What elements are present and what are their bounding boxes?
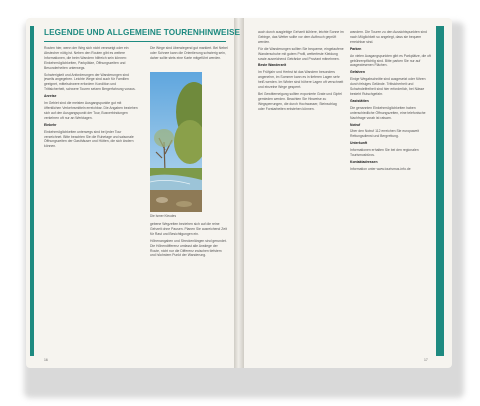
left-column-2-bottom xyxy=(150,222,228,354)
paragraph: An vielen Ausgangspunkten gibt es Parkplätze, die oft gebührenpflichtig sind. Bitte parken Sie nur auf ausgewiesenen Flächen. xyxy=(350,53,431,68)
paragraph: Informationen erhalten Sie bei den regionalen Tourismusbüros. xyxy=(350,148,419,158)
book-spine xyxy=(234,18,244,368)
photo-caption: Die Ismer Kleudes xyxy=(150,214,177,218)
right-column-2 xyxy=(350,30,432,354)
subheading: Anreise xyxy=(44,94,57,99)
paragraph: Bei Gewitterneigung sollten exponierte Grate und Gipfel gemieden werden. Beachten Sie Hinweise zu Wegsperrungen, die durch Hochwasser, Steinschlag oder Forstarbeiten entstehen können. xyxy=(258,91,342,111)
left-column-2-top xyxy=(150,46,228,70)
page-heading: LEGENDE UND ALLGEMEINE TOURENHINWEISE xyxy=(44,28,241,37)
paragraph: Für die Wanderungen sollten Sie bequeme, eingelaufene Wanderschuhe mit gutem Profil, wetterfeste Kleidung sowie ausreichend Getränke und Proviant mitnehmen. xyxy=(258,46,344,61)
page-number-left: 16 xyxy=(44,358,48,362)
paragraph: Routen hier, wenn der Weg sich nicht verzweigt oder ein Abstecher nötig ist. Neben den Routen gibt es weitere Informationen, die beim Wandern hilfreich sein können: Einkehrmöglichkeiten, Parkplätze, Öffnungszeiten und Besonderheiten unterwegs. xyxy=(44,46,129,70)
paragraph: wandern. Die Touren zu den Aussichtspunkten sind nach Möglichkeit so angelegt, dass sie bequem erreichbar sind. xyxy=(350,30,427,44)
subheading: Unterkunft xyxy=(350,141,368,146)
heading-rule xyxy=(44,41,226,42)
subheading: Gefahren xyxy=(350,70,365,75)
paragraph: gebene Wegzeiten beziehen sich auf die reine Gehzeit ohne Pausen. Planen Sie ausreichend Zeit für Rast und Besichtigungen ein. xyxy=(150,222,227,236)
paragraph: Die genannten Einkehrmöglichkeiten haben unterschiedliche Öffnungszeiten, eine telefonische Nachfrage vorab ist ratsam. xyxy=(350,105,426,120)
paragraph: Schwierigkeit und Anforderungen der Wanderungen sind jeweils angegeben. Leichte Wege sind auch für Familien geeignet, mittelschwere erfordern Kondition und Trittsicherheit, schwere Touren setzen Bergerfahrung voraus. xyxy=(44,72,136,92)
paragraph: Die Wege sind überwiegend gut markiert. Bei Nebel oder Schnee kann die Orientierung schwierig sein, daher sollte stets eine Karte mitgeführt werden. xyxy=(150,46,228,60)
subheading: Notruf xyxy=(350,122,361,127)
subheading: Gaststätten xyxy=(350,98,369,103)
landscape-photo xyxy=(150,72,202,212)
paragraph: Im Frühjahr und Herbst ist das Wandern besonders angenehm, im Sommer kann es in tieferen Lagen sehr heiß werden. Im Winter sind höhere Lagen oft verschneit und einzelne Wege gesperrt. xyxy=(258,70,344,90)
paragraph: Über den Notruf 112 erreichen Sie europaweit Rettungsdienst und Bergrettung. xyxy=(350,129,419,139)
left-column-1 xyxy=(44,46,138,354)
right-column-1 xyxy=(258,30,344,354)
paragraph: Höhenangaben und Streckenlängen sind gerundet. Die Höhendifferenz umfasst alle Anstiege der Route, nicht nur die Differenz zwischen tiefstem und höchstem Punkt der Wanderung. xyxy=(150,238,227,258)
paragraph: auch durch ausgiebige Gehzeit kühlere, leichte Sonne im Gebirge, das Wetter sollte vor dem Aufbruch geprüft werden. xyxy=(258,30,344,44)
paragraph: Einige Wegabschnitte sind ausgesetzt oder führen durch felsiges Gelände. Trittsicherheit und Schwindelfreiheit sind hier erforderlich, bei Nässe besteht Rutschgefahr. xyxy=(350,77,426,96)
paragraph: Einkehrmöglichkeiten unterwegs sind bei jeder Tour verzeichnet. Bitte beachten Sie die Ruhetage und saisonale Öffnungszeiten der Gasthäuser und Hütten, die sich ändern können. xyxy=(44,129,134,149)
paragraph: Im Gebiet sind die meisten Ausgangspunkte gut mit öffentlichen Verkehrsmitteln erreichbar. Die Angaben beziehen sich auf den Ausgangspunkt der Tour, Busverbindungen verkehren oft nur an Werktagen. xyxy=(44,101,138,120)
subheading: Einkehr xyxy=(44,122,57,127)
subheading: Kontaktadressen xyxy=(350,159,378,164)
subheading: Beste Wanderzeit xyxy=(258,63,287,68)
page-number-right: 17 xyxy=(424,358,428,362)
left-accent-bar xyxy=(30,26,34,356)
subheading: Parken xyxy=(350,46,362,51)
right-accent-bar xyxy=(436,26,444,356)
paragraph: Information unter www.tourismus-info.de xyxy=(350,166,411,171)
